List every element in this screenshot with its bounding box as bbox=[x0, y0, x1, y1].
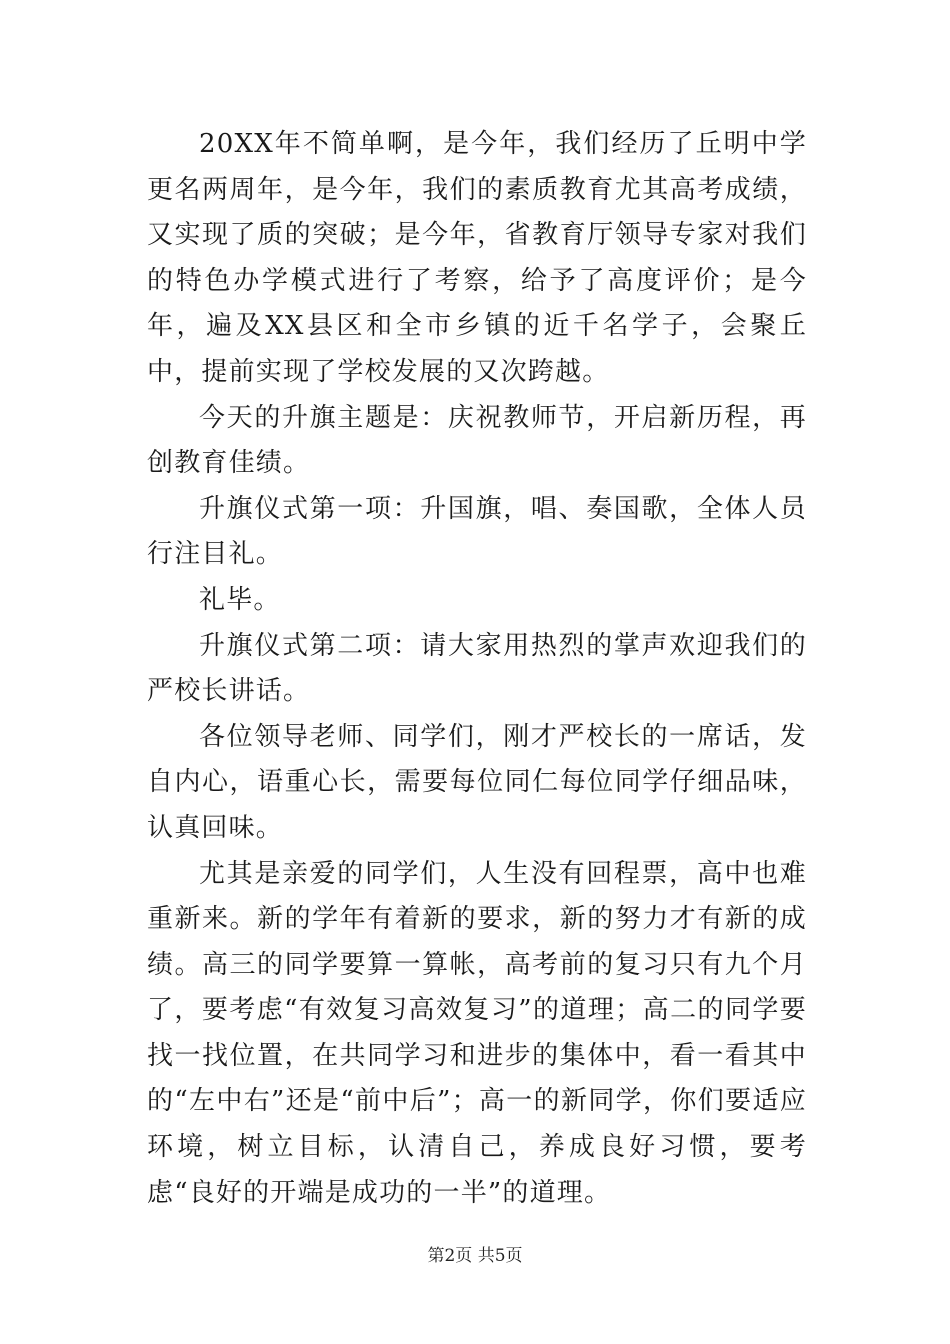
paragraph-ceremony-item-one: 升旗仪式第一项：升国旗，唱、奏国歌，全体人员行注目礼。 bbox=[147, 493, 807, 570]
paragraph-salute-complete: 礼毕。 bbox=[199, 584, 281, 615]
document-body bbox=[147, 122, 807, 1216]
page-footer bbox=[0, 1241, 950, 1266]
paragraph-principal-remarks: 各位领导老师、同学们，刚才严校长的一席话，发自内心，语重心长，需要每位同仁每位同学仔细品味，认真回味。 bbox=[147, 721, 807, 843]
paragraph-student-advice: 尤其是亲爱的同学们，人生没有回程票，高中也难重新来。新的学年有着新的要求，新的努力才有新的成绩。高三的同学要算一算帐，高考前的复习只有九个月了，要考虑“有效复习高效复习”的道理；高二的同学要找一找位置，在共同学习和进步的集体中，看一看其中的“左中右”还是“前中后”；高一的新同学，你们要适应环境，树立目标，认清自己，养成良好习惯，要考虑“良好的开端是成功的一半”的道理。 bbox=[147, 858, 807, 1208]
paragraph-ceremony-item-two: 升旗仪式第二项：请大家用热烈的掌声欢迎我们的严校长讲话。 bbox=[147, 630, 807, 707]
paragraph-school-year-review: 20XX年不简单啊，是今年，我们经历了丘明中学更名两周年，是今年，我们的素质教育尤其高考成绩，又实现了质的突破；是今年，省教育厅领导专家对我们的特色办学模式进行了考察，给予了高度评价；是今年，遍及XX县区和全市乡镇的近千名学子，会聚丘中，提前实现了学校发展的又次跨越。 bbox=[147, 129, 807, 387]
paragraph-flag-theme: 今天的升旗主题是：庆祝教师节，开启新历程，再创教育佳绩。 bbox=[147, 402, 807, 479]
page-number-indicator: 第2页 共5页 bbox=[427, 1246, 523, 1266]
